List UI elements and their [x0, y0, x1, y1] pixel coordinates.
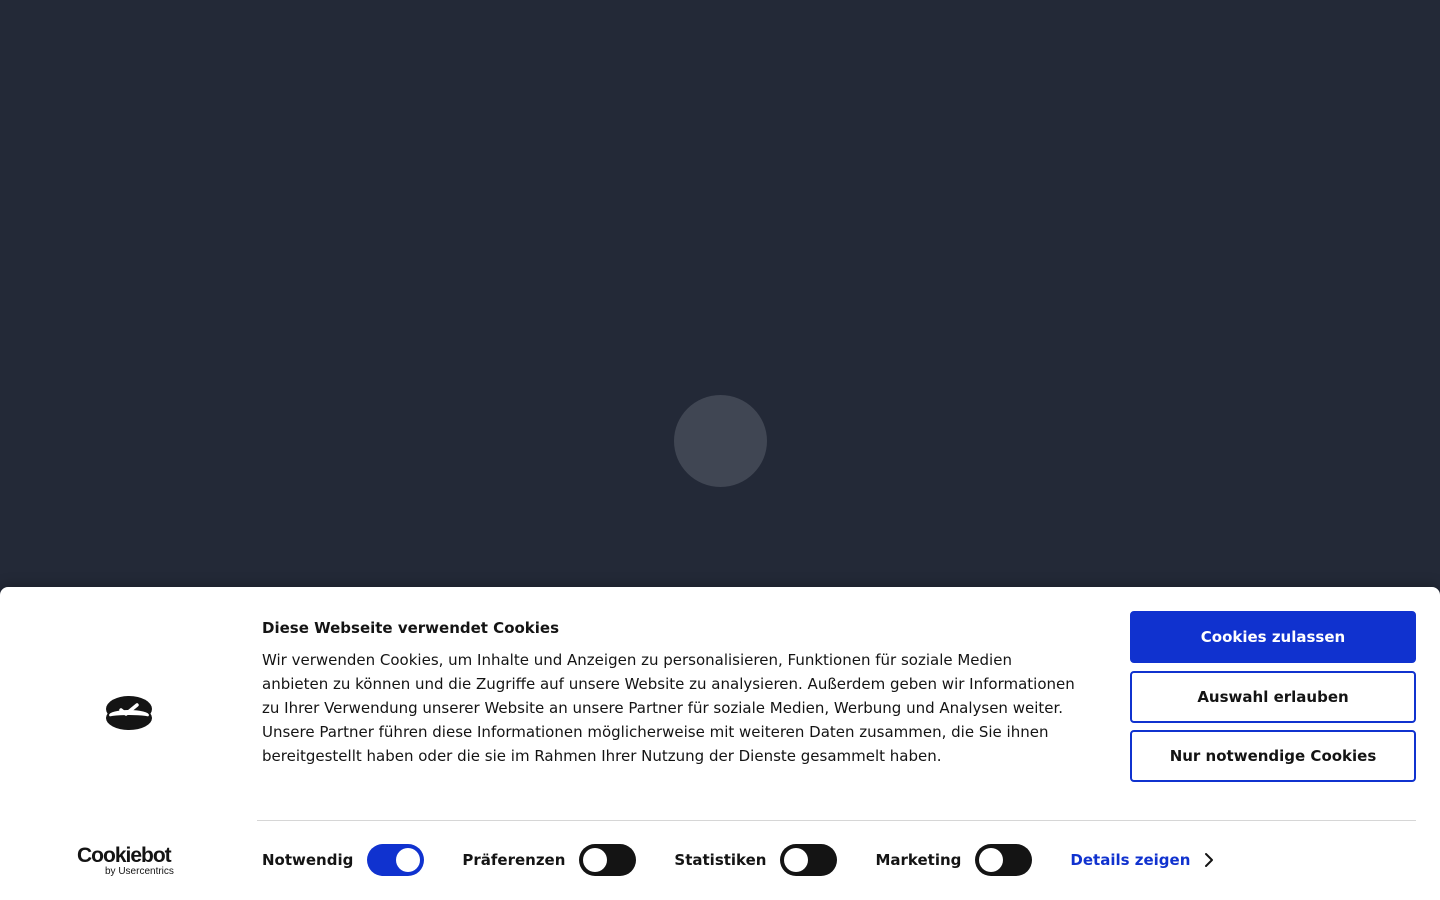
consent-statistics: [674, 844, 837, 876]
necessary-toggle[interactable]: [367, 844, 424, 876]
preferences-toggle[interactable]: [579, 844, 636, 876]
marketing-toggle[interactable]: [975, 844, 1032, 876]
allow-selection-button[interactable]: Auswahl erlauben: [1130, 671, 1416, 723]
banner-description: Wir verwenden Cookies, um Inhalte und Anzeigen zu personalisieren, Funktionen für soziale Medien anbieten zu können und die Zugriffe auf unsere Website zu analysieren. Außerdem geben wir Informationen zu Ihrer Verwendung unserer Website an unsere Partner für soziale Medien, Werbung und Analysen weiter. Unsere Partner führen diese Informationen möglicherweise mit weiteren Daten zusammen, die Sie ihnen bereitgestellt haben oder die sie im Rahmen Ihrer Nutzung der Dienste gesammelt haben.: [262, 651, 1075, 765]
chevron-right-icon: [1204, 852, 1214, 868]
consent-necessary-label: Notwendig: [262, 851, 354, 869]
consent-marketing: [875, 844, 1032, 876]
show-details-link[interactable]: [1070, 851, 1214, 869]
consent-toggles: [262, 844, 1214, 876]
consent-necessary: [262, 844, 424, 876]
consent-preferences: [462, 844, 636, 876]
banner-divider: [257, 820, 1416, 821]
statistics-toggle[interactable]: [780, 844, 837, 876]
cookiebot-byline: by Usercentrics: [105, 866, 174, 877]
consent-statistics-label: Statistiken: [674, 851, 767, 869]
brand-logo-icon: [104, 692, 154, 734]
consent-preferences-label: Präferenzen: [462, 851, 566, 869]
toggle-knob: [396, 848, 420, 872]
allow-all-cookies-button[interactable]: Cookies zulassen: [1130, 611, 1416, 663]
show-details-label: Details zeigen: [1070, 851, 1191, 869]
consent-marketing-label: Marketing: [875, 851, 962, 869]
only-necessary-cookies-button[interactable]: Nur notwendige Cookies: [1130, 730, 1416, 782]
loading-spinner: [674, 395, 767, 487]
toggle-knob: [979, 848, 1003, 872]
cookiebot-name: Cookiebot: [77, 844, 171, 867]
banner-title: Diese Webseite verwendet Cookies: [262, 619, 560, 637]
cookiebot-logo[interactable]: [77, 845, 183, 879]
toggle-knob: [784, 848, 808, 872]
toggle-knob: [583, 848, 607, 872]
